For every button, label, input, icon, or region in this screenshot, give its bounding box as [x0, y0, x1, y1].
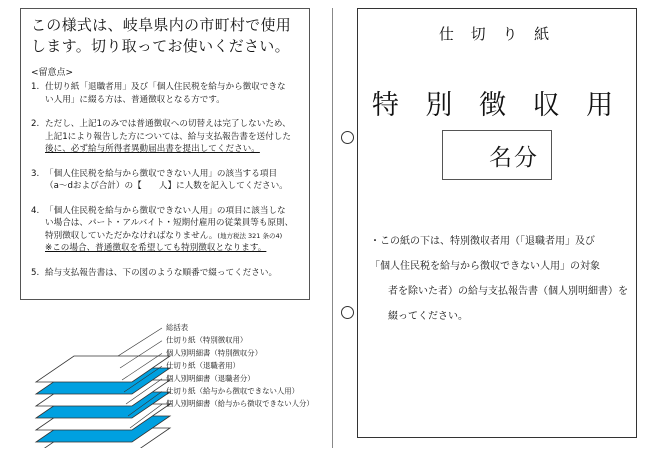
diagram-label: 個人別明細書（給与から徴収できない人分） [166, 399, 314, 409]
count-label: 名分 [489, 145, 539, 171]
note-number: 2. [31, 119, 40, 129]
note-line-underlined: ※この場合、普通徴収を希望しても特別徴収となります。 [45, 243, 267, 253]
sheet-instructions [370, 229, 632, 329]
note-line-text: 特別徴収していただかなければなりません。 [45, 230, 218, 241]
instruction-line: 「個人住民税を給与から徴収できない人用」の対象 [370, 261, 600, 272]
instruction-line: 綴ってください。 [388, 311, 468, 322]
note-4 [31, 205, 301, 255]
diagram-label: 個人別明細書（退職者分） [166, 373, 255, 383]
sheet-stack [36, 356, 170, 448]
note-line: 給与支払報告書は、下の図のような順番で綴ってください。 [45, 267, 278, 278]
diagram-label: 仕切り紙（特別徴収用） [166, 335, 248, 345]
note-line: ただし、上記1のみでは普通徴収への切替えは完了しないため、 [45, 119, 291, 129]
sheet-title: 仕 切 り 紙 [438, 25, 556, 43]
instructions-box [20, 8, 310, 300]
diagram-label: 個人別明細書（特別徴収分） [166, 348, 263, 358]
note-line: 上記1により報告した方については、給与支払報告書を送付した [45, 131, 291, 142]
diagram-label: 仕切り紙（給与から徴収できない人用） [166, 386, 300, 396]
note-2 [31, 118, 301, 156]
law-reference: (地方税法 321 条の4) [217, 231, 283, 240]
count-box [442, 130, 552, 180]
note-line: 「個人住民税を給与から徴収できない人用」の項目に該当しな [45, 205, 286, 216]
usage-headline [31, 15, 301, 57]
punch-hole-icon [341, 131, 354, 144]
note-number: 4. [31, 205, 40, 216]
note-line [45, 230, 301, 243]
headline-line-1: この様式は、岐阜県内の市町村で使用 [31, 16, 292, 34]
headline-line-2: します。切り取ってお使いください。 [31, 37, 290, 55]
diagram-label: 仕切り紙（退職者用） [166, 361, 240, 371]
note-line: 仕切り紙「退職者用」及び「個人住民税を給与から徴収できな [45, 82, 286, 92]
sheet-category: 特 別 徴 収 用 [371, 90, 623, 121]
note-line-underlined: 後に、必ず給与所得者異動届出書を提出してください。 [45, 144, 260, 154]
note-line: 「個人住民税を給与から徴収できない人用」の該当する項目 [45, 168, 278, 179]
note-5 [31, 267, 301, 280]
divider-sheet [357, 8, 637, 438]
note-line: い場合は、パート・アルバイト・短期付雇用の従業員等も原則、 [45, 218, 294, 228]
note-line: （a～dおよび合計）の【 人】に人数を記入してください。 [45, 181, 288, 191]
notes-heading: <留意点> [31, 68, 74, 78]
note-line: い人用」に綴る方は、普通徴収となる方です。 [45, 94, 225, 105]
cut-line [332, 8, 333, 448]
note-1 [31, 81, 301, 106]
note-number: 3. [31, 168, 40, 179]
note-number: 5. [31, 267, 40, 278]
instruction-line: 者を除いた者）の給与支払報告書（個人別明細書）を [388, 286, 628, 297]
instruction-line: ・この紙の下は、特別徴収者用（「退職者用」及び [370, 236, 595, 247]
note-3 [31, 168, 301, 193]
leader-line [118, 328, 162, 356]
diagram-label: 総括表 [166, 323, 189, 332]
note-number: 1. [31, 82, 40, 92]
stacking-order-diagram [0, 318, 330, 448]
punch-hole-icon [341, 306, 354, 319]
